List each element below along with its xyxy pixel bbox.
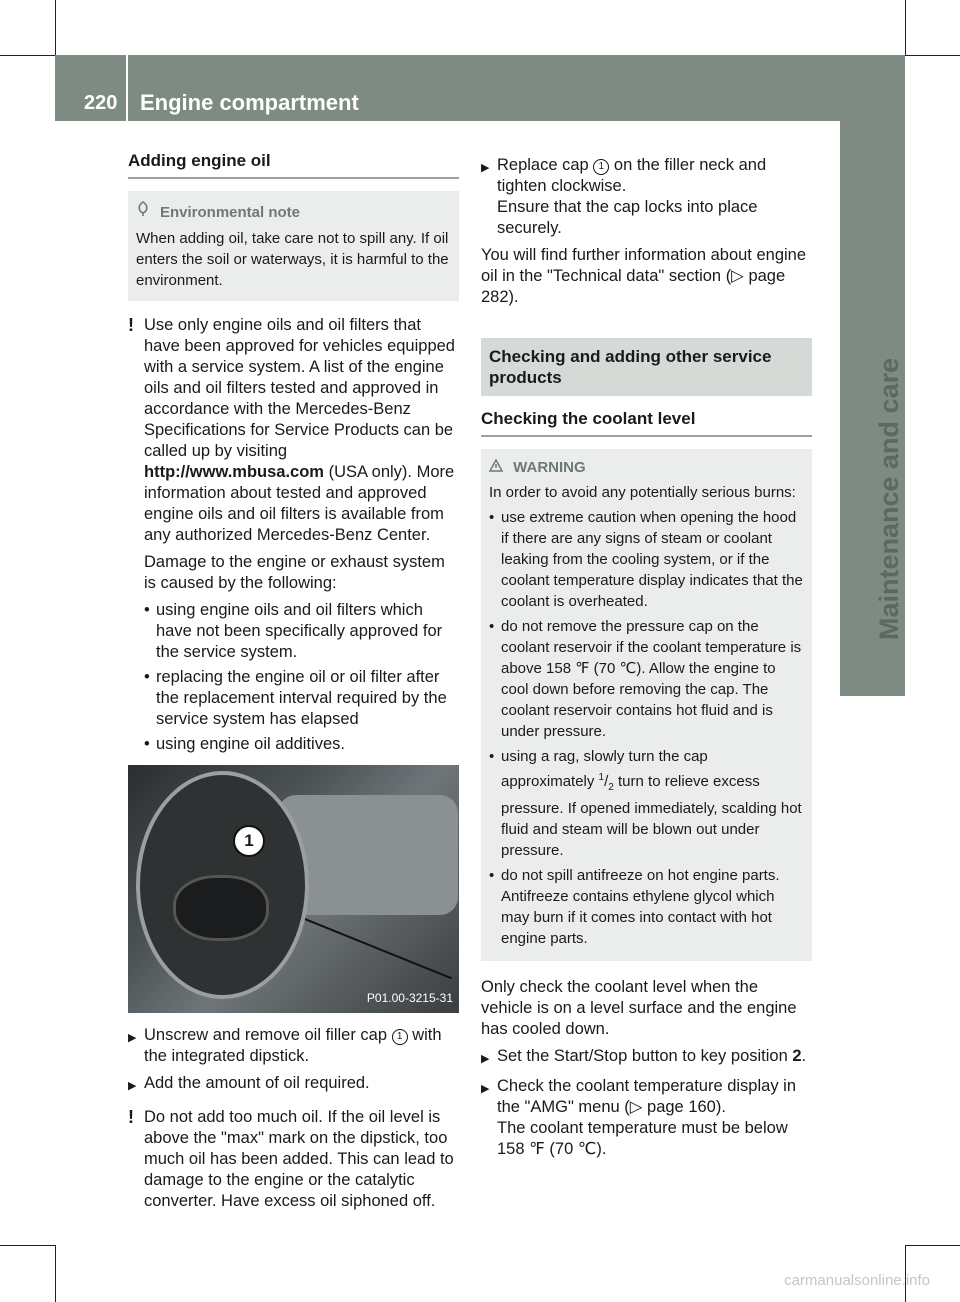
heading-adding-engine-oil: Adding engine oil (128, 150, 459, 179)
note-text: When adding oil, take care not to spill any. If oil enters the soil or waterways, it is harmful to the environment. (136, 230, 449, 289)
leaf-icon (136, 201, 152, 223)
crop-mark (0, 1245, 55, 1246)
photo-code: P01.00-3215-31 (366, 991, 453, 1005)
crop-mark (905, 0, 906, 55)
mbusa-link[interactable]: http://www.mbusa.com (144, 463, 324, 481)
note-header (136, 201, 451, 223)
engine-photo (128, 765, 459, 1013)
step-item: ▶ Set the Start/Stop button to key position 2. (481, 1047, 807, 1065)
callout-ref: 1 (392, 1029, 408, 1045)
crop-mark (0, 55, 55, 56)
step-item: ▶ Replace cap 1 on the filler neck and tighten clockwise. Ensure that the cap locks into place securely. (481, 156, 767, 237)
caution-mark: ! (128, 315, 134, 335)
caution-block-2: ! Do not add too much oil. If the oil level is above the "max" mark on the dipstick, too much oil has been added. This can lead to damage to the engine or the catalytic converter. Have excess oil siphoned off. (128, 1107, 454, 1210)
warning-box (481, 449, 812, 961)
crop-mark (55, 1245, 56, 1302)
heading-coolant-level: Checking the coolant level (481, 408, 812, 437)
crop-mark (55, 0, 56, 55)
list-item: • use extreme caution when opening the hood if there are any signs of steam or coolant leaking from the cooling system, or if the coolant temperature display indicates that the coolant is overheated. (489, 509, 803, 610)
oil-filler-cap (173, 875, 269, 941)
damage-intro: Damage to the engine or exhaust system is caused by the following: (144, 553, 445, 592)
header-separator (126, 55, 128, 121)
step-item: ▶ Check the coolant temperature display in the "AMG" menu (▷ page 160). The coolant temperature must be below 158 ℉ (70 ℃). (481, 1077, 796, 1158)
step-item: ▶ Add the amount of oil required. (128, 1074, 370, 1092)
section-heading: Checking and adding other service products (481, 338, 812, 396)
warning-intro: In order to avoid any potentially serious burns: (489, 484, 796, 501)
page-number: 220 (84, 92, 118, 114)
warning-header: WARNING (489, 457, 804, 478)
right-column (481, 155, 812, 1166)
crop-mark (905, 55, 960, 56)
list-item: • replacing the engine oil or oil filter after the replacement interval required by the service system has elapsed (144, 668, 447, 728)
caution-block (128, 315, 459, 546)
list-item: • do not spill antifreeze on hot engine parts. Antifreeze contains ethylene glycol which may burn if it comes into contact with hot engine parts. (489, 867, 780, 947)
callout-1: 1 (233, 825, 265, 857)
warning-triangle-icon (489, 459, 507, 476)
caution-text: Use only engine oils and oil filters that have been approved for vehicles equipped with a service system. A list of the engine oils and oil filters tested and approved in accordance with the Mercedes-Benz Specifications for Service Products can be called up by visiting http://www.mbusa.com (USA only). More information about tested and approved engine oils and oil filters is available from any authorized Mercedes-Benz Center. (144, 316, 455, 544)
note-title: Environmental note (160, 204, 301, 221)
page-title: Engine compartment (140, 90, 359, 115)
list-item: • using a rag, slowly turn the cap approximately $^1/_2$ turn to relieve excess pressure. If opened immediately, scalding hot fluid and steam will be blown out under pressure. (489, 748, 802, 859)
environmental-note (128, 191, 459, 301)
left-column (128, 150, 459, 1218)
callout-ref: 1 (593, 159, 609, 175)
list-item: • using engine oil additives. (144, 735, 345, 753)
step-item: ▶ Unscrew and remove oil filler cap 1 with the integrated dipstick. (128, 1026, 442, 1065)
list-item: • do not remove the pressure cap on the coolant reservoir if the coolant temperature is above 158 ℉ (70 ℃). Allow the engine to cool down before removing the cap. The coolant reservoir contains hot fluid and is under pressure. (489, 618, 802, 740)
list-item: • using engine oils and oil filters which have not been specifically approved for the service system. (144, 601, 443, 661)
watermark: carmanualsonline.info (784, 1272, 930, 1289)
side-tab-label: Maintenance and care (874, 357, 904, 640)
coolant-check-paragraph: Only check the coolant level when the vehicle is on a level surface and the engine has cooled down. (481, 978, 797, 1038)
technical-data-ref: You will find further information about engine oil in the "Technical data" section (▷ page 282). (481, 246, 807, 306)
crop-mark (905, 1245, 960, 1246)
